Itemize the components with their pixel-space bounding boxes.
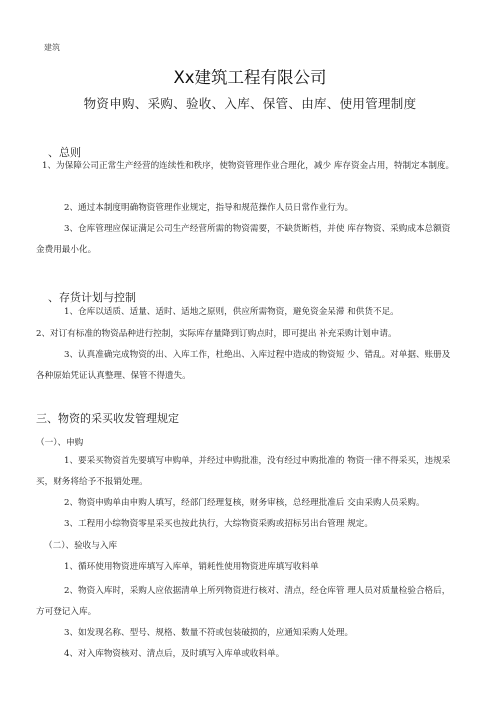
paragraph: 1、仓库以适质、适量、适时、适地之原则，供应所需物资，避免资金呆滞 和供货不足。 (64, 307, 399, 317)
section-title-procurement: 三、物资的采买收发管理规定 (36, 412, 179, 425)
paragraph: 2、对订有标准的物资品种进行控制，实际库存量降到订购点时，即可提出 补充采购计划申请。 (36, 329, 397, 339)
paragraph: 2、物资入库时，采购人应依据清单上所列物资进行核对、清点，经仓库管 理人员对质量检验合格后，方可登记入库。 (36, 586, 451, 617)
paragraph: 1、要采买物资首先要填写申购单，并经过申购批准，没有经过申购批准的 物资一律不得采买，违规采买，财务将给予不报销处理。 (36, 456, 451, 487)
paragraph: 1、为保障公司正常生产经营的连续性和秩序，使物资管理作业合理化，减少 库存资金占用，特制定本制度。 (42, 161, 455, 171)
paragraph: 2、物资申购单由申购人填写，经部门经理复核，财务审核，总经理批准后 交由采购人员采购。 (64, 498, 425, 508)
paragraph: 2、通过本制度明确物资管理作业规定，指导和规范操作人员日常作业行为。 (64, 203, 354, 213)
section-title-inventory: 、存货计划与控制 (48, 291, 136, 304)
paragraph: 4、对入库物资核对、清点后，及时填写入库单或收料单。 (64, 649, 285, 659)
paragraph: 3、如发现名称、型号、规格、数量不符或包装破损的，应通知采购人处理。 (64, 628, 354, 638)
subsection-title-receiving: （二）、验收与入库 (44, 541, 118, 551)
paragraph: 3、认真准确完成物资的出、入库工作，杜绝出、入库过程中造成的物资短 少、错乱。对单据、账册及各种原始凭证认真整理、保管不得遗失。 (36, 350, 451, 381)
paragraph: 1、循环使用物资进库填写入库单，销耗性使用物资进库填写收料单 (64, 562, 319, 572)
subsection-title-purchase-request: （一）、申购 (36, 438, 84, 448)
section-title-general: 、总则 (48, 146, 81, 159)
company-title: Xx建筑工程有限公司 (173, 68, 327, 87)
paragraph: 3、工程用小综物资零星采买也按此执行，大综物资采购或招标另出台管理 规定。 (64, 519, 373, 529)
document-subtitle: 物资申购、采购、验收、入库、保管、由库、使用管理制度 (83, 96, 417, 111)
header-tag: 建筑 (44, 43, 60, 52)
paragraph: 3、仓库管理应保证满足公司生产经营所需的物资需要，不缺货断档，并使 库存物资、采购成本总额资金费用最小化。 (36, 224, 451, 255)
